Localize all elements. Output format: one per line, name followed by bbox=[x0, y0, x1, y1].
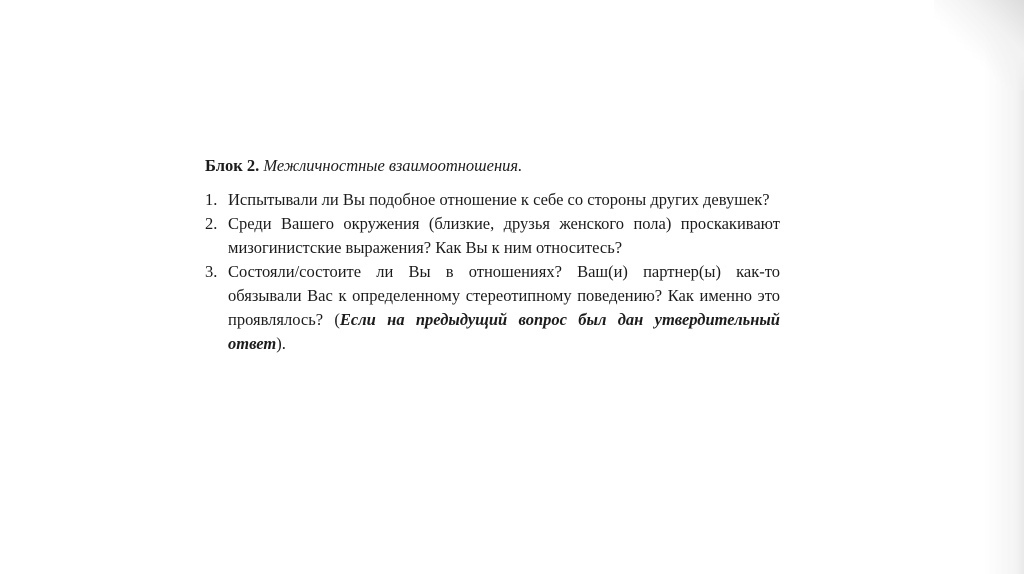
question-number: 3. bbox=[205, 262, 218, 281]
question-item bbox=[205, 212, 780, 260]
question-text-suffix: ). bbox=[276, 334, 286, 353]
document-body bbox=[205, 152, 780, 356]
block-heading bbox=[205, 152, 780, 180]
question-item bbox=[205, 260, 780, 356]
question-item bbox=[205, 188, 780, 212]
question-number: 1. bbox=[205, 190, 218, 209]
page-corner-shadow bbox=[934, 0, 1024, 90]
question-condition-note: Если на предыдущий вопрос был дан утвердительный ответ bbox=[228, 310, 780, 353]
block-title: Межличностные взаимоотношения. bbox=[263, 156, 523, 175]
question-number: 2. bbox=[205, 214, 218, 233]
question-text: Состояли/состоите ли Вы в отношениях? Ваш(и) партнер(ы) как-то обязывали Вас к определенному стереотипному поведению? Как именно это проявлялось? ( bbox=[228, 262, 780, 329]
block-label: Блок 2. bbox=[205, 156, 260, 175]
question-text: Среди Вашего окружения (близкие, друзья женского пола) проскакивают мизогинистские выражения? Как Вы к ним относитесь? bbox=[228, 214, 780, 257]
question-list bbox=[205, 188, 780, 356]
question-text: Испытывали ли Вы подобное отношение к себе со стороны других девушек? bbox=[228, 190, 770, 209]
